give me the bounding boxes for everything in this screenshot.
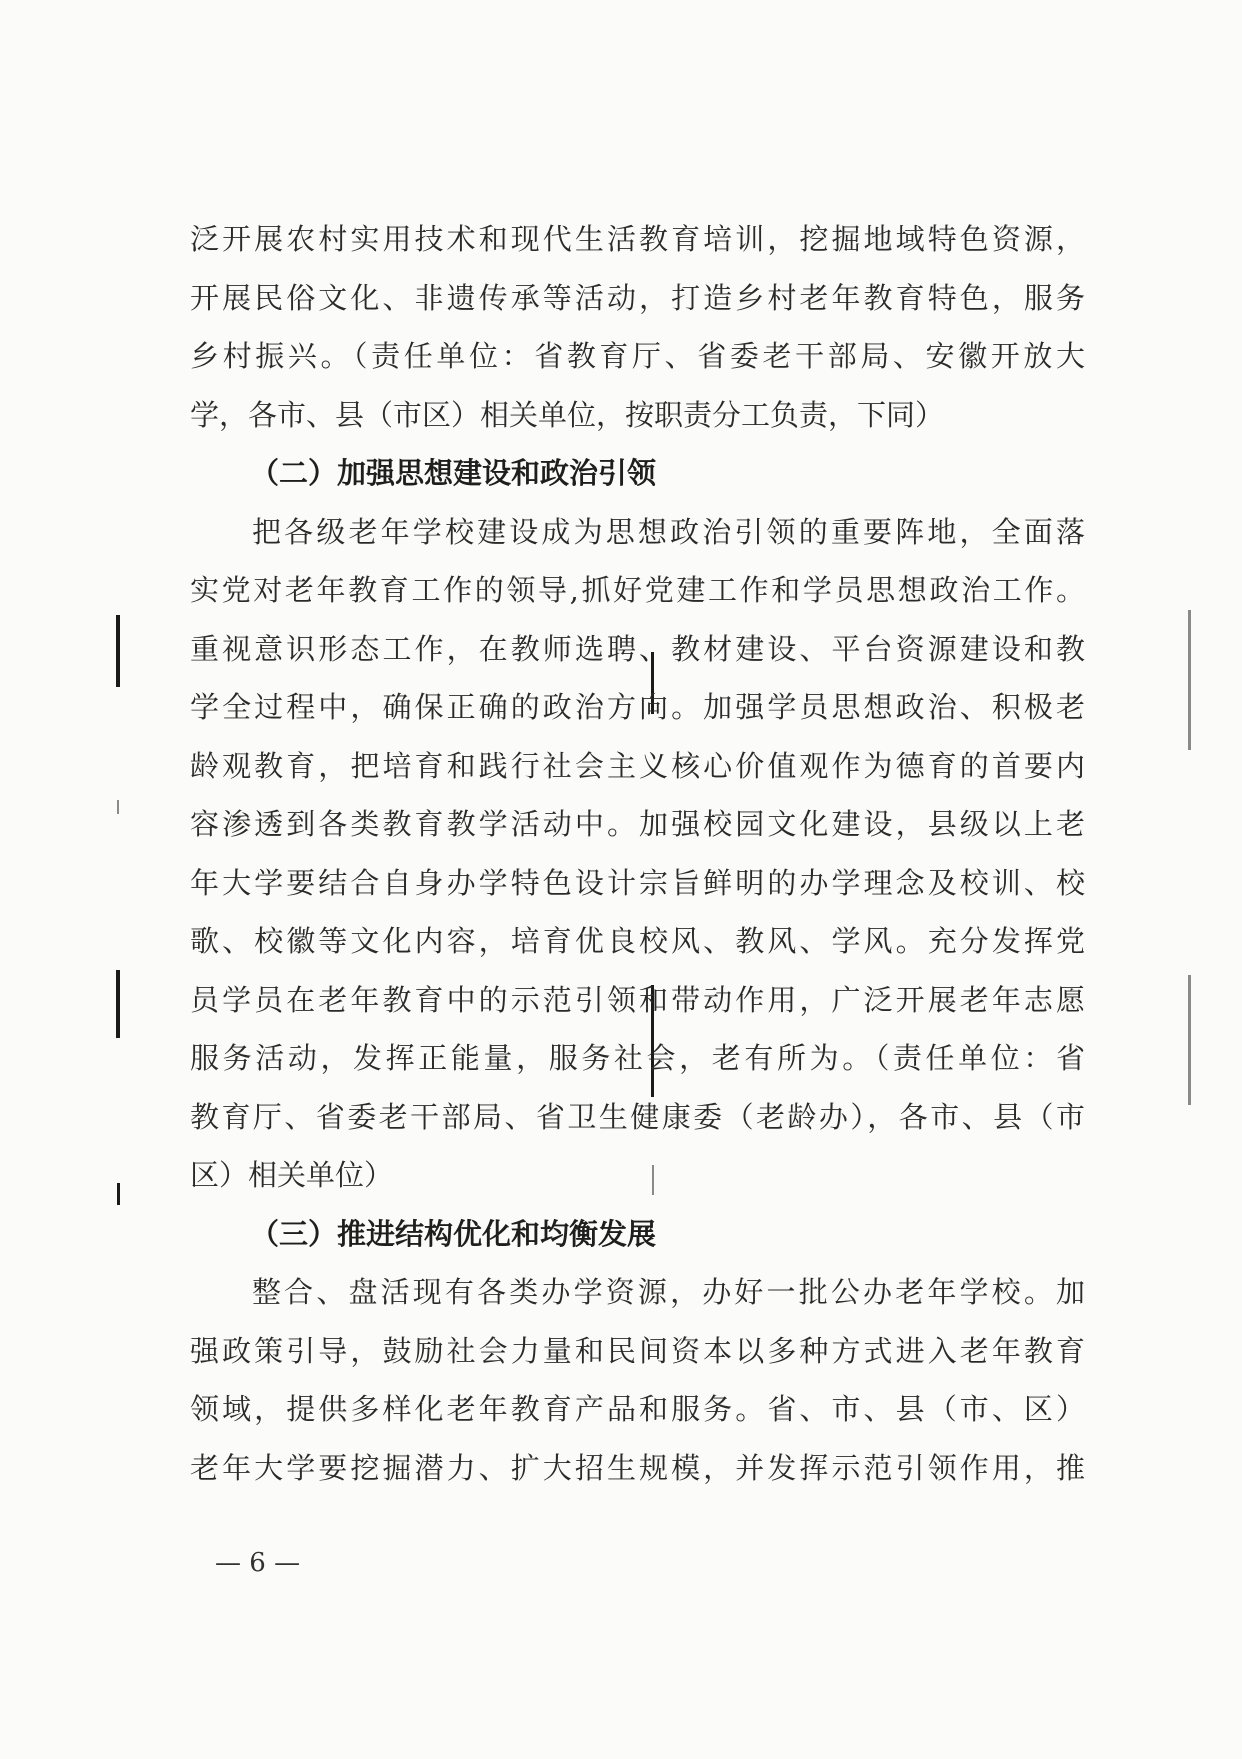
text-line: 区）相关单位） <box>190 1158 394 1192</box>
text-line: 把各级老年学校建设成为思想政治引领的重要阵地，全面落 <box>252 514 1085 549</box>
binder-mark-left-2 <box>117 800 119 814</box>
text-line: 服务活动，发挥正能量，服务社会，老有所为。（责任单位：省 <box>190 1041 1085 1075</box>
text-line: 教育厅、省委老干部局、省卫生健康委（老龄办），各市、县（市 <box>190 1099 1085 1134</box>
text-line: 容渗透到各类教育教学活动中。加强校园文化建设，县级以上老 <box>190 807 1085 841</box>
binder-mark-left-1 <box>116 615 120 687</box>
text-line: 整合、盘活现有各类办学资源，办好一批公办老年学校。加 <box>252 1275 1085 1309</box>
text-line: 重视意识形态工作，在教师选聘、教材建设、平台资源建设和教 <box>190 631 1085 666</box>
text-line: 歌、校徽等文化内容，培育优良校风、教风、学风。充分发挥党 <box>190 924 1085 958</box>
binder-mark-left-3 <box>116 970 120 1038</box>
text-line: 老年大学要挖掘潜力、扩大招生规模，并发挥示范引领作用，推 <box>190 1450 1085 1485</box>
binder-mark-right-2 <box>1188 975 1191 1105</box>
text-line: 学，各市、县（市区）相关单位，按职责分工负责，下同） <box>190 397 945 432</box>
section-heading-2: （二）加强思想建设和政治引领 <box>250 456 657 490</box>
text-line: 泛开展农村实用技术和现代生活教育培训，挖掘地域特色资源， <box>190 222 1085 256</box>
text-line: 强政策引导，鼓励社会力量和民间资本以多种方式进入老年教育 <box>190 1333 1085 1368</box>
text-line: 员学员在老年教育中的示范引领和带动作用，广泛开展老年志愿 <box>190 982 1085 1017</box>
text-line: 乡村振兴。（责任单位：省教育厅、省委老干部局、安徽开放大 <box>190 339 1085 373</box>
text-line: 年大学要结合自身办学特色设计宗旨鲜明的办学理念及校训、校 <box>190 865 1085 900</box>
text-line: 领域，提供多样化老年教育产品和服务。省、市、县（市、区） <box>190 1392 1085 1426</box>
section-heading-3: （三）推进结构优化和均衡发展 <box>250 1216 657 1251</box>
text-line: 开展民俗文化、非遗传承等活动，打造乡村老年教育特色，服务 <box>190 280 1085 315</box>
text-line: 学全过程中，确保正确的政治方向。加强学员思想政治、积极老 <box>190 690 1085 724</box>
binder-mark-left-4 <box>117 1183 120 1205</box>
document-body <box>190 210 1085 1497</box>
page-number: — 6 — <box>215 1548 301 1578</box>
text-line: 实党对老年教育工作的领导,抓好党建工作和学员思想政治工作。 <box>190 573 1085 607</box>
binder-mark-right-1 <box>1188 610 1191 750</box>
text-line: 龄观教育，把培育和践行社会主义核心价值观作为德育的首要内 <box>190 748 1085 783</box>
